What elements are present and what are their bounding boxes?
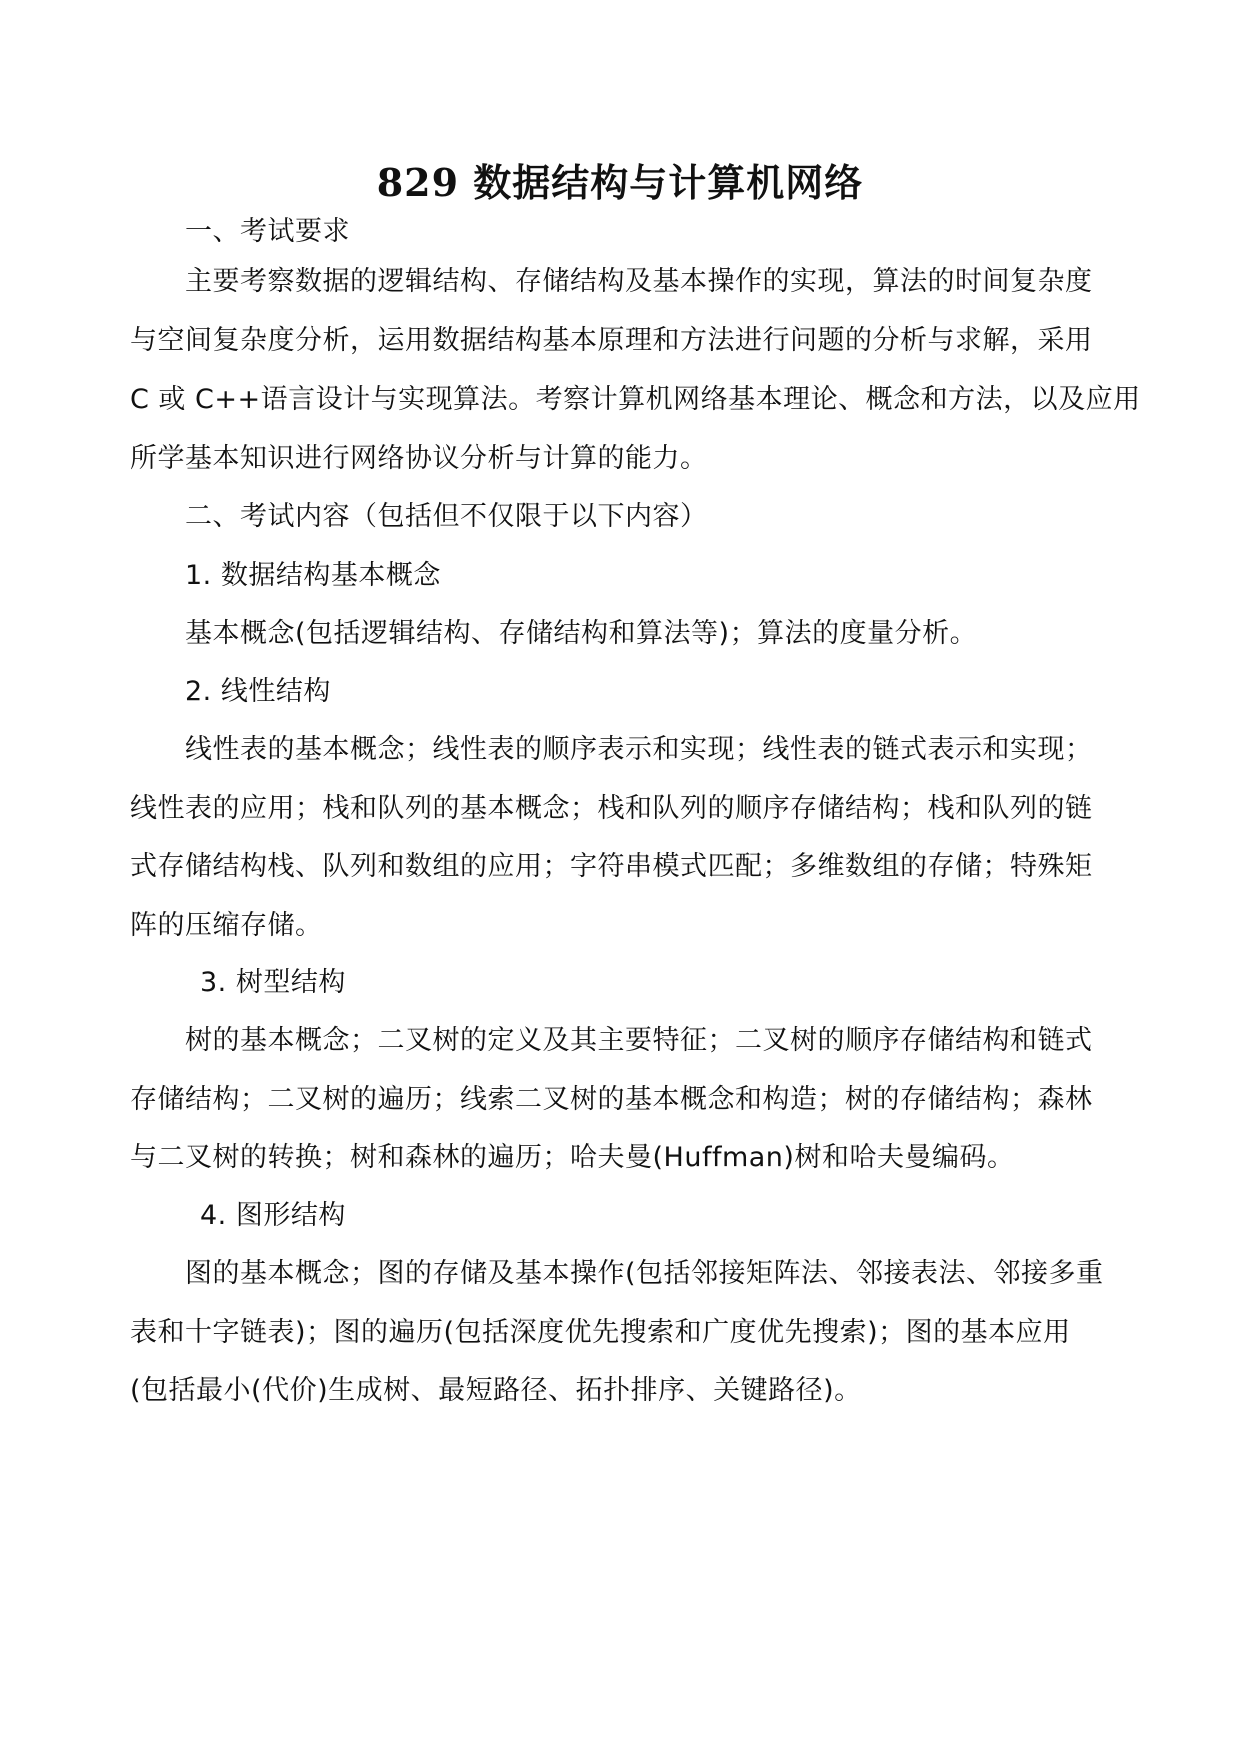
section-heading-exam-requirements: 一、考试要求 (185, 216, 350, 247)
item-heading-linear-structure: 2. 线性结构 (185, 676, 331, 707)
paragraph-line: 树的基本概念；二叉树的定义及其主要特征；二叉树的顺序存储结构和链式 (185, 1025, 1093, 1056)
paragraph-line: 阵的压缩存储。 (130, 910, 323, 941)
paragraph-line: 存储结构；二叉树的遍历；线索二叉树的基本概念和构造；树的存储结构；森林 (130, 1084, 1093, 1115)
item-heading-basic-concepts: 1. 数据结构基本概念 (185, 560, 441, 591)
paragraph-line: 所学基本知识进行网络协议分析与计算的能力。 (130, 443, 708, 474)
paragraph-line: 式存储结构栈、队列和数组的应用；字符串模式匹配；多维数组的存储；特殊矩 (130, 851, 1093, 882)
paragraph-line: 与二叉树的转换；树和森林的遍历；哈夫曼(Huffman)树和哈夫曼编码。 (130, 1142, 1015, 1173)
paragraph-line: 基本概念(包括逻辑结构、存储结构和算法等)；算法的度量分析。 (185, 618, 978, 649)
paragraph-line: C 或 C++语言设计与实现算法。考察计算机网络基本理论、概念和方法，以及应用 (130, 384, 1141, 415)
paragraph-line: 主要考察数据的逻辑结构、存储结构及基本操作的实现，算法的时间复杂度 (185, 266, 1093, 297)
paragraph-line: (包括最小(代价)生成树、最短路径、拓扑排序、关键路径)。 (130, 1375, 862, 1406)
paragraph-line: 图的基本概念；图的存储及基本操作(包括邻接矩阵法、邻接表法、邻接多重 (185, 1258, 1104, 1289)
document-title: 829 数据结构与计算机网络 (376, 160, 864, 205)
paragraph-line: 与空间复杂度分析，运用数据结构基本原理和方法进行问题的分析与求解，采用 (130, 325, 1093, 356)
paragraph-line: 线性表的基本概念；线性表的顺序表示和实现；线性表的链式表示和实现； (185, 734, 1093, 765)
item-heading-graph-structure: 4. 图形结构 (200, 1200, 346, 1231)
item-heading-tree-structure: 3. 树型结构 (200, 967, 346, 998)
paragraph-line: 线性表的应用；栈和队列的基本概念；栈和队列的顺序存储结构；栈和队列的链 (130, 793, 1093, 824)
paragraph-line: 表和十字链表)；图的遍历(包括深度优先搜索和广度优先搜索)；图的基本应用 (130, 1317, 1071, 1348)
section-heading-exam-content: 二、考试内容（包括但不仅限于以下内容） (185, 501, 708, 532)
